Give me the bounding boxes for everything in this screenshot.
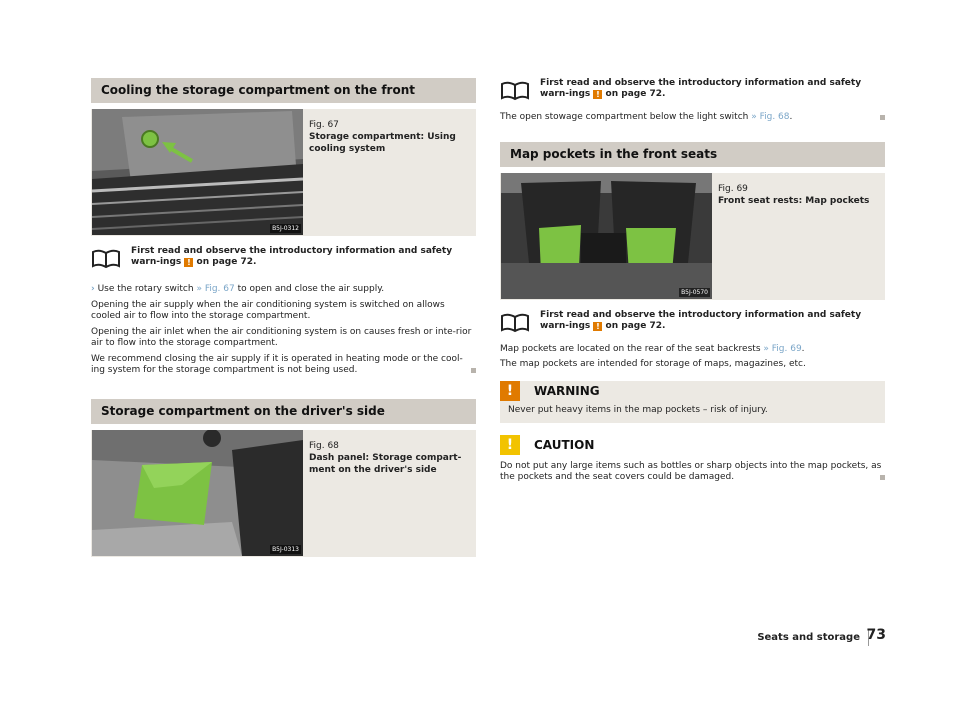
step-arrow-icon: › <box>91 284 95 294</box>
safety-note-3 <box>500 310 885 342</box>
section-end-mark <box>880 475 885 480</box>
paragraph-cooled-air: Opening the air supply when the air conditioning system is switched on allows cooled air to flow into the storage compartment. <box>91 299 445 321</box>
safety-note-1 <box>91 246 476 278</box>
step-rotary-switch <box>91 284 476 296</box>
caution-title: CAUTION <box>534 437 595 452</box>
warning-box <box>500 381 885 423</box>
warning-icon: ! <box>500 381 520 401</box>
fig-67-reference-link[interactable]: » Fig. 67 <box>196 284 235 294</box>
safety-note-3-page: on page 72. <box>605 320 666 331</box>
figure-67-code: B5J-0312 <box>272 225 299 232</box>
page-number: 73 <box>866 627 886 643</box>
footer-section-label: Seats and storage <box>757 632 860 643</box>
safety-note-1-page: on page 72. <box>196 257 257 267</box>
book-icon <box>500 312 530 334</box>
figure-68-code: B5J-0313 <box>272 545 299 553</box>
safety-note-3-text: First read and observe the introductory information and safety warn-ings <box>540 309 862 331</box>
fig-68-reference-link[interactable]: » Fig. 68 <box>751 112 790 122</box>
figure-69-caption <box>718 183 878 207</box>
map-location-text: Map pockets are located on the rear of the seat backrests <box>500 343 761 354</box>
paragraph-map-location <box>500 344 885 356</box>
warning-icon: ! <box>593 322 602 331</box>
book-icon <box>500 80 530 102</box>
safety-note-2 <box>500 78 885 110</box>
figure-67 <box>91 109 476 236</box>
fig-69-reference-link[interactable]: » Fig. 69 <box>763 343 802 354</box>
safety-note-1-text: First read and observe the introductory information and safety warn-ings <box>131 246 453 267</box>
caution-title-row <box>500 435 885 455</box>
caution-text-body: Do not put any large items such as bottles or sharp objects into the map pockets, as the pockets and the seat covers could be damaged. <box>500 460 882 482</box>
step-text-a: Use the rotary switch <box>97 284 194 294</box>
figure-69-code: B5J-0570 <box>681 288 708 296</box>
paragraph-fresh-air: Opening the air inlet when the air conditioning system is on causes fresh or inte-rior air to flow into the storage compartment. <box>91 326 472 348</box>
open-stowage-text: The open stowage compartment below the light switch <box>500 112 749 122</box>
warning-text: Never put heavy items in the map pockets – risk of injury. <box>508 404 768 415</box>
warning-title: WARNING <box>534 383 600 398</box>
figure-68-caption-text: Dash panel: Storage compart-ment on the driver's side <box>309 452 462 475</box>
figure-68-number: Fig. 68 <box>309 440 339 451</box>
map-location-period: . <box>801 343 805 354</box>
safety-note-2-text: First read and observe the introductory information and safety warn-ings <box>540 78 862 99</box>
right-column <box>500 78 885 484</box>
left-column <box>91 78 476 557</box>
figure-68 <box>91 430 476 557</box>
paragraph-recommend-text: We recommend closing the air supply if it is operated in heating mode or the cool-ing system for the storage compartment is not being used. <box>91 353 463 375</box>
section-title-cooling: Cooling the storage compartment on the front <box>91 78 476 103</box>
figure-67-caption-text: Storage compartment: Using cooling system <box>309 132 456 154</box>
figure-69-number: Fig. 69 <box>718 183 748 194</box>
figure-67-caption <box>309 119 469 155</box>
warning-title-row <box>500 381 885 401</box>
warning-icon: ! <box>593 90 602 99</box>
figure-67-number: Fig. 67 <box>309 120 339 130</box>
caution-text <box>500 461 885 484</box>
paragraph-recommend <box>91 354 476 377</box>
paragraph-open-stowage <box>500 112 885 124</box>
step-text-b: to open and close the air supply. <box>237 284 385 294</box>
figure-69-image <box>501 173 712 299</box>
section-end-mark <box>471 368 476 373</box>
figure-69-caption-text: Front seat rests: Map pockets <box>718 195 870 206</box>
caution-block <box>500 435 885 484</box>
figure-69 <box>500 173 885 300</box>
open-stowage-period: . <box>789 112 793 122</box>
paragraph-map-purpose: The map pockets are intended for storage of maps, magazines, etc. <box>500 359 806 369</box>
section-title-map-pockets: Map pockets in the front seats <box>500 142 885 167</box>
figure-68-image <box>92 430 303 556</box>
safety-note-2-page: on page 72. <box>605 89 666 99</box>
caution-icon: ! <box>500 435 520 455</box>
figure-68-caption <box>309 440 469 476</box>
section-end-mark <box>880 115 885 120</box>
book-icon <box>91 248 121 270</box>
section-title-driver-storage: Storage compartment on the driver's side <box>91 399 476 424</box>
figure-67-image <box>92 109 303 235</box>
warning-icon: ! <box>184 258 193 267</box>
